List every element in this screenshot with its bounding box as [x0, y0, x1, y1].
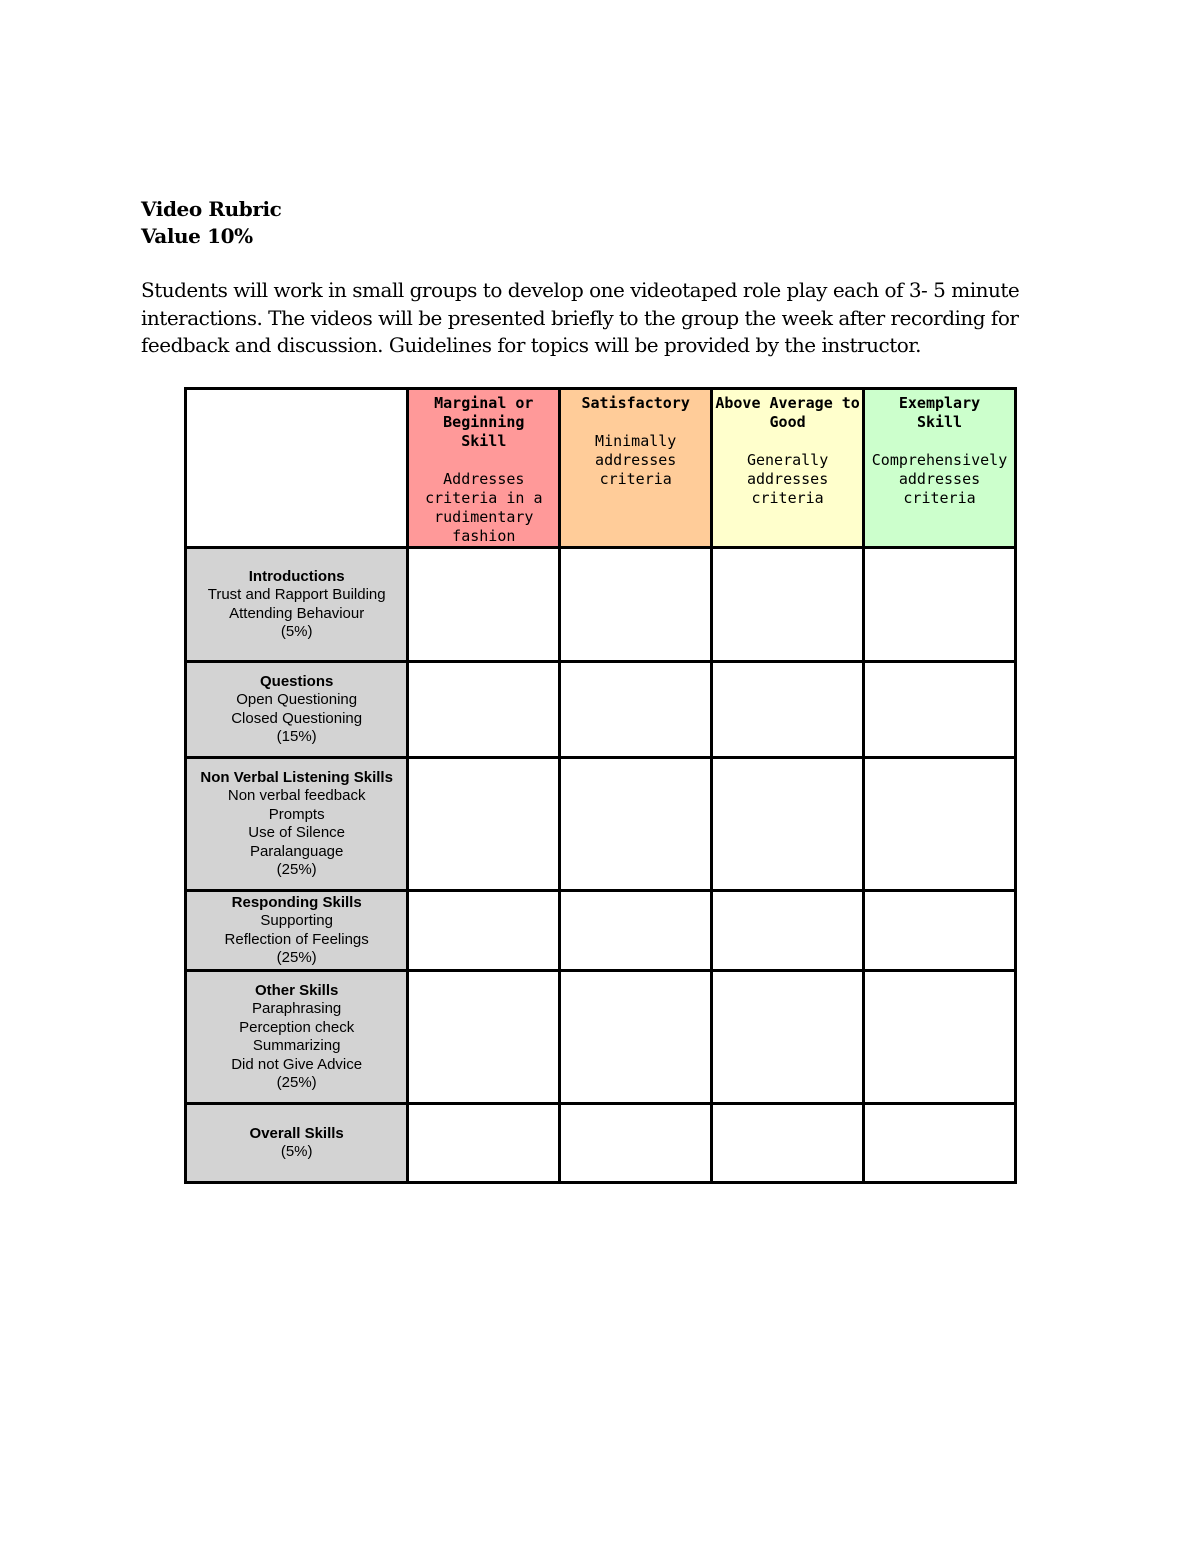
level-description: Comprehensively addresses criteria [871, 451, 1008, 507]
score-cell [408, 891, 560, 971]
criterion-detail: Open Questioning [236, 691, 358, 708]
criterion-weight: (15%) [276, 728, 317, 745]
criterion-cell [186, 662, 408, 758]
criterion-detail: Prompts [268, 805, 325, 823]
rubric-row-overall [186, 1104, 1016, 1183]
score-cell [560, 1104, 712, 1183]
level-description: Addresses criteria in a rudimentary fashion [425, 470, 543, 545]
criterion-weight: (25%) [276, 1074, 317, 1091]
level-name: Above Average to Good [715, 394, 860, 431]
level-header-above-average [712, 389, 864, 548]
level-name: Exemplary Skill [898, 394, 981, 431]
score-cell [712, 548, 864, 662]
criterion-name: Questions [259, 672, 334, 690]
level-header-satisfactory [560, 389, 712, 548]
criterion-detail: Non verbal feedback [227, 787, 366, 804]
criterion-cell [186, 971, 408, 1104]
rubric-row-questions [186, 662, 1016, 758]
level-description: Generally addresses criteria [746, 451, 829, 507]
criterion-weight: (25%) [276, 949, 317, 966]
level-header-exemplary [864, 389, 1016, 548]
criterion-detail: Supporting [260, 912, 333, 929]
level-name: Satisfactory [581, 394, 690, 412]
criterion-weight: (25%) [276, 861, 317, 878]
document-value: Value 10% [141, 224, 253, 248]
level-description: Minimally addresses criteria [595, 432, 677, 488]
criterion-name: Introductions [248, 567, 345, 585]
score-cell [408, 662, 560, 758]
criterion-detail: Attending Behaviour [229, 604, 365, 622]
criterion-cell [186, 548, 408, 662]
score-cell [712, 971, 864, 1104]
criterion-weight: (5%) [280, 623, 313, 640]
score-cell [712, 1104, 864, 1183]
score-cell [864, 758, 1016, 891]
document-title: Video Rubric [141, 197, 282, 221]
score-cell [864, 891, 1016, 971]
criterion-name: Responding Skills [231, 893, 362, 911]
rubric-row-other [186, 971, 1016, 1104]
criterion-detail: Trust and Rapport Building [207, 586, 386, 603]
rubric-row-non-verbal [186, 758, 1016, 891]
score-cell [712, 891, 864, 971]
rubric-corner-cell [186, 389, 408, 548]
criterion-detail: Summarizing [252, 1037, 341, 1054]
criterion-detail: Perception check [239, 1018, 355, 1036]
criterion-detail: Did not Give Advice [231, 1055, 363, 1073]
criterion-detail: Reflection of Feelings [224, 930, 369, 948]
criterion-weight: (5%) [280, 1143, 313, 1160]
score-cell [712, 662, 864, 758]
criterion-detail: Paralanguage [249, 842, 344, 860]
score-cell [864, 548, 1016, 662]
score-cell [408, 1104, 560, 1183]
score-cell [560, 548, 712, 662]
score-cell [560, 891, 712, 971]
score-cell [408, 758, 560, 891]
rubric-row-introductions [186, 548, 1016, 662]
criterion-detail: Closed Questioning [231, 709, 363, 727]
intro-paragraph: Students will work in small groups to develop one videotaped role play each of 3- 5 minute interactions. The videos will be presented briefly to the group the week after recording for feedback and discussion. Guidelines for topics will be provided by the instructor. [141, 278, 1020, 357]
criterion-name: Overall Skills [249, 1124, 344, 1142]
document-heading [141, 196, 281, 250]
score-cell [864, 971, 1016, 1104]
criterion-name: Non Verbal Listening Skills [200, 768, 393, 786]
score-cell [712, 758, 864, 891]
criterion-cell [186, 758, 408, 891]
score-cell [560, 662, 712, 758]
criterion-name: Other Skills [254, 981, 339, 999]
level-header-marginal [408, 389, 560, 548]
score-cell [560, 971, 712, 1104]
rubric-table [184, 387, 1017, 1184]
score-cell [864, 1104, 1016, 1183]
score-cell [864, 662, 1016, 758]
score-cell [408, 548, 560, 662]
criterion-cell [186, 891, 408, 971]
score-cell [560, 758, 712, 891]
criterion-detail: Use of Silence [248, 824, 346, 841]
criterion-cell [186, 1104, 408, 1183]
criterion-detail: Paraphrasing [252, 1000, 342, 1017]
level-name: Marginal or Beginning Skill [434, 394, 534, 450]
rubric-row-responding [186, 891, 1016, 971]
rubric-header-row [186, 389, 1016, 548]
score-cell [408, 971, 560, 1104]
